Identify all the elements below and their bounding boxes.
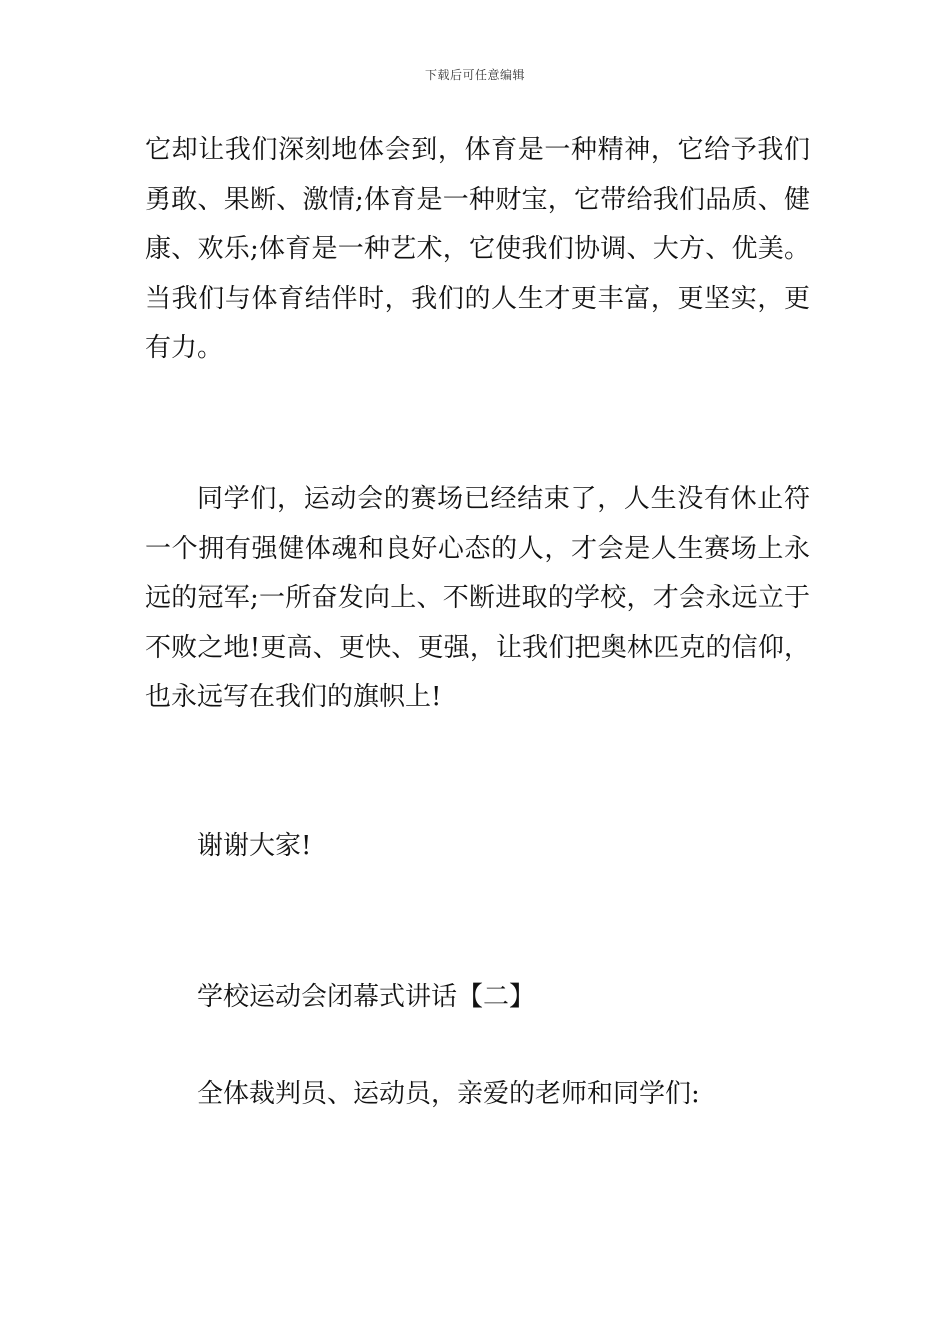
paragraph-line: 一个拥有强健体魂和良好心态的人，才会是人生赛场上永 bbox=[145, 533, 810, 564]
section-title: 学校运动会闭幕式讲话【二】 bbox=[197, 982, 536, 1012]
paragraph-line: 不败之地!更高、更快、更强，让我们把奥林匹克的信仰， bbox=[145, 632, 810, 663]
paragraph-line: 有力。 bbox=[145, 333, 224, 363]
paragraph-line: 它却让我们深刻地体会到，体育是一种精神，它给予我们 bbox=[145, 135, 810, 165]
body-paragraph-1 bbox=[145, 126, 810, 374]
paragraph-line: 同学们，运动会的赛场已经结束了，人生没有休止符 bbox=[197, 484, 810, 514]
paragraph-line: 勇敢、果断、激情;体育是一种财宝，它带给我们品质、健 bbox=[145, 184, 810, 215]
paragraph-line: 当我们与体育结伴时，我们的人生才更丰富，更坚实，更 bbox=[145, 283, 810, 314]
body-paragraph-2 bbox=[145, 475, 810, 723]
paragraph-line: 远的冠军;一所奋发向上、不断进取的学校，才会永远立于 bbox=[145, 583, 810, 613]
paragraph-line: 康、欢乐;体育是一种艺术，它使我们协调、大方、优美。 bbox=[145, 234, 810, 264]
thanks-line: 谢谢大家! bbox=[197, 831, 312, 861]
page-header: 下载后可任意编辑 bbox=[424, 68, 525, 82]
salutation: 全体裁判员、运动员，亲爱的老师和同学们: bbox=[197, 1079, 700, 1109]
paragraph-line: 也永远写在我们的旗帜上! bbox=[145, 682, 442, 712]
